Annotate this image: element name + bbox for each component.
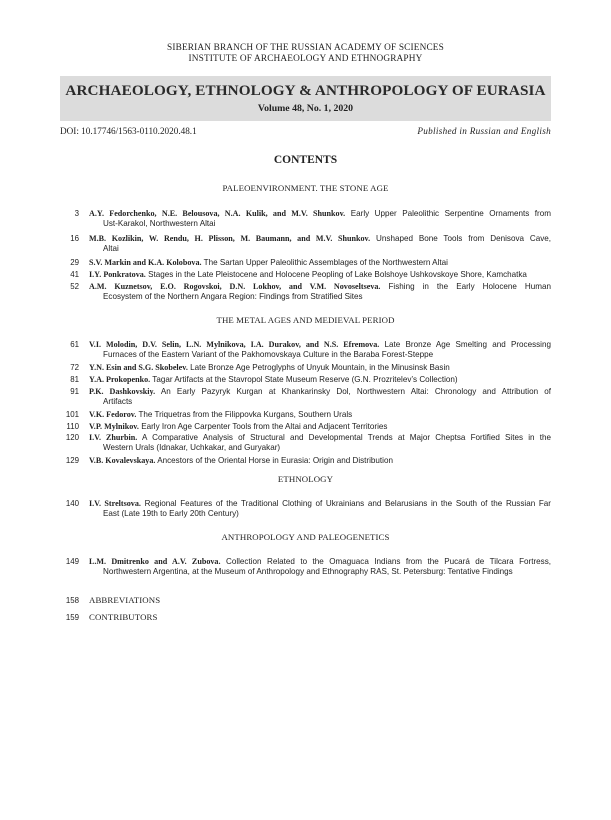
page-number: 91: [70, 387, 79, 396]
page-number: 61: [70, 340, 79, 349]
entry-title-continued: East (Late 19th to Early 20th Century): [103, 509, 239, 519]
page-number: 159: [65, 613, 79, 622]
page-number: 3: [74, 209, 79, 218]
abbreviations-label: ABBREVIATIONS: [89, 595, 161, 605]
entry-title: Collection Related to the Omaguaca Indians from the Pucará de Tilcara Fortress,: [225, 557, 551, 566]
entry-authors: A.Y. Fedorchenko, N.E. Belousova, N.A. Kulik, and M.V. Shunkov.: [89, 209, 346, 218]
page-number: 110: [66, 422, 79, 431]
doi-line[interactable]: DOI: 10.17746/1563-0110.2020.48.1: [60, 126, 197, 136]
entry-title-continued: Ecosystem of the Northern Angara Region: Findings from Stratified Sites: [103, 292, 363, 302]
page-number: 101: [65, 410, 79, 419]
page-number: 149: [65, 557, 79, 566]
entry-title: The Sartan Upper Paleolithic Assemblages of the Northwestern Altai: [203, 258, 448, 267]
entry-authors: V.B. Kovalevskaya.: [89, 456, 156, 465]
entry-title-continued: Northwestern Argentina, at the Museum of Anthropology and Ethnography RAS, St. Petersburg: Tentative Findings: [103, 567, 513, 577]
entry-title: Early Iron Age Carpenter Tools from the Altai and Adjacent Territories: [141, 422, 388, 431]
page-number: 29: [70, 258, 79, 267]
entry-title: The Triquetras from the Filippovka Kurgans, Southern Urals: [138, 410, 353, 419]
entry-authors: I.Y. Ponkratova.: [89, 270, 146, 279]
entry-authors: V.K. Fedorov.: [89, 410, 137, 419]
entry-authors: A.M. Kuznetsov, E.O. Rogovskoi, D.N. Lokhov, and V.M. Novoseltseva.: [89, 282, 381, 291]
entry-authors: Y.A. Prokopenko.: [89, 375, 151, 384]
entry-authors: V.P. Mylnikov.: [89, 422, 139, 431]
section-heading-anthropology: ANTHROPOLOGY AND PALEOGENETICS: [221, 532, 390, 542]
page-number: 120: [65, 433, 79, 442]
publisher-institute: INSTITUTE OF ARCHAEOLOGY AND ETHNOGRAPHY: [188, 54, 423, 64]
entry-title-continued: Furnaces of the Eastern Variant of the Pakhomovskaya Culture in the Baraba Forest-Steppe: [103, 350, 434, 360]
page-number: 41: [70, 270, 79, 279]
entry-authors: V.I. Molodin, D.V. Selin, L.N. Mylnikova, I.A. Durakov, and N.S. Efremova.: [89, 340, 380, 349]
page-number: 81: [70, 375, 79, 384]
entry-title: Regional Features of the Traditional Clothing of Ukrainians and Belarusians in the South of the Russian Far: [144, 499, 552, 508]
section-heading-metal-ages: THE METAL AGES AND MEDIEVAL PERIOD: [216, 315, 395, 325]
entry-authors: I.V. Streltsova.: [89, 499, 141, 508]
entry-title: Tagar Artifacts at the Stavropol State Museum Reserve (G.N. Prozritelev’s Collection): [152, 375, 458, 384]
entry-authors: I.V. Zhurbin.: [89, 433, 138, 442]
page-number: 158: [65, 596, 79, 605]
entry-title: Late Bronze Age Petroglyphs of Unyuk Mountain, in the Minusinsk Basin: [190, 363, 450, 372]
entry-title-continued: Altai: [103, 244, 119, 254]
page-number: 140: [65, 499, 79, 508]
page-number: 16: [70, 234, 79, 243]
entry-authors: M.B. Kozlikin, W. Rendu, H. Plisson, M. Baumann, and M.V. Shunkov.: [89, 234, 371, 243]
entry-title-continued: Artifacts: [103, 397, 133, 407]
volume-issue: Volume 48, No. 1, 2020: [257, 103, 354, 114]
entry-title: An Early Pazyryk Kurgan at Khankarinsky Dol, Northwestern Altai: Chronology and Attribution of: [160, 387, 551, 396]
entry-title: Ancestors of the Oriental Horse in Eurasia: Origin and Distribution: [157, 456, 393, 465]
contents-heading: CONTENTS: [273, 154, 338, 166]
entry-title: Early Upper Paleolithic Serpentine Ornaments from: [350, 209, 551, 218]
publisher-branch: SIBERIAN BRANCH OF THE RUSSIAN ACADEMY OF SCIENCES: [167, 43, 444, 53]
entry-title: Late Bronze Age Smelting and Processing: [384, 340, 551, 349]
entry-title-continued: Western Urals (Idnakar, Uchkakar, and Guryakar): [103, 443, 281, 453]
page-number: 129: [65, 456, 79, 465]
entry-title: Unshaped Bone Tools from Denisova Cave,: [376, 234, 551, 243]
entry-authors: Y.N. Esin and S.G. Skobelev.: [89, 363, 188, 372]
entry-title: Stages in the Late Pleistocene and Holocene Peopling of Lake Bolshoye Ushkovskoye Shore, Kamchatka: [148, 270, 527, 279]
published-note: Published in Russian and English: [417, 126, 551, 136]
entry-authors: S.V. Markin and K.A. Kolobova.: [89, 258, 202, 267]
section-heading-stone-age: PALEOENVIRONMENT. THE STONE AGE: [222, 183, 389, 193]
contributors-label: CONTRIBUTORS: [89, 612, 158, 622]
section-heading-ethnology: ETHNOLOGY: [277, 474, 334, 484]
entry-title: Fishing in the Early Holocene Human: [388, 282, 551, 291]
page-number: 52: [70, 282, 79, 291]
page-number: 72: [70, 363, 79, 372]
journal-title: ARCHAEOLOGY, ETHNOLOGY & ANTHROPOLOGY OF EURASIA: [65, 82, 546, 99]
entry-title: A Comparative Analysis of Structural and Developmental Trends at Major Cheptsa Fortified Sites in the: [142, 433, 551, 442]
entry-authors: P.K. Dashkovskiy.: [89, 387, 156, 396]
entry-title-continued: Ust-Karakol, Northwestern Altai: [103, 219, 216, 229]
entry-authors: L.M. Dmitrenko and A.V. Zubova.: [89, 557, 221, 566]
